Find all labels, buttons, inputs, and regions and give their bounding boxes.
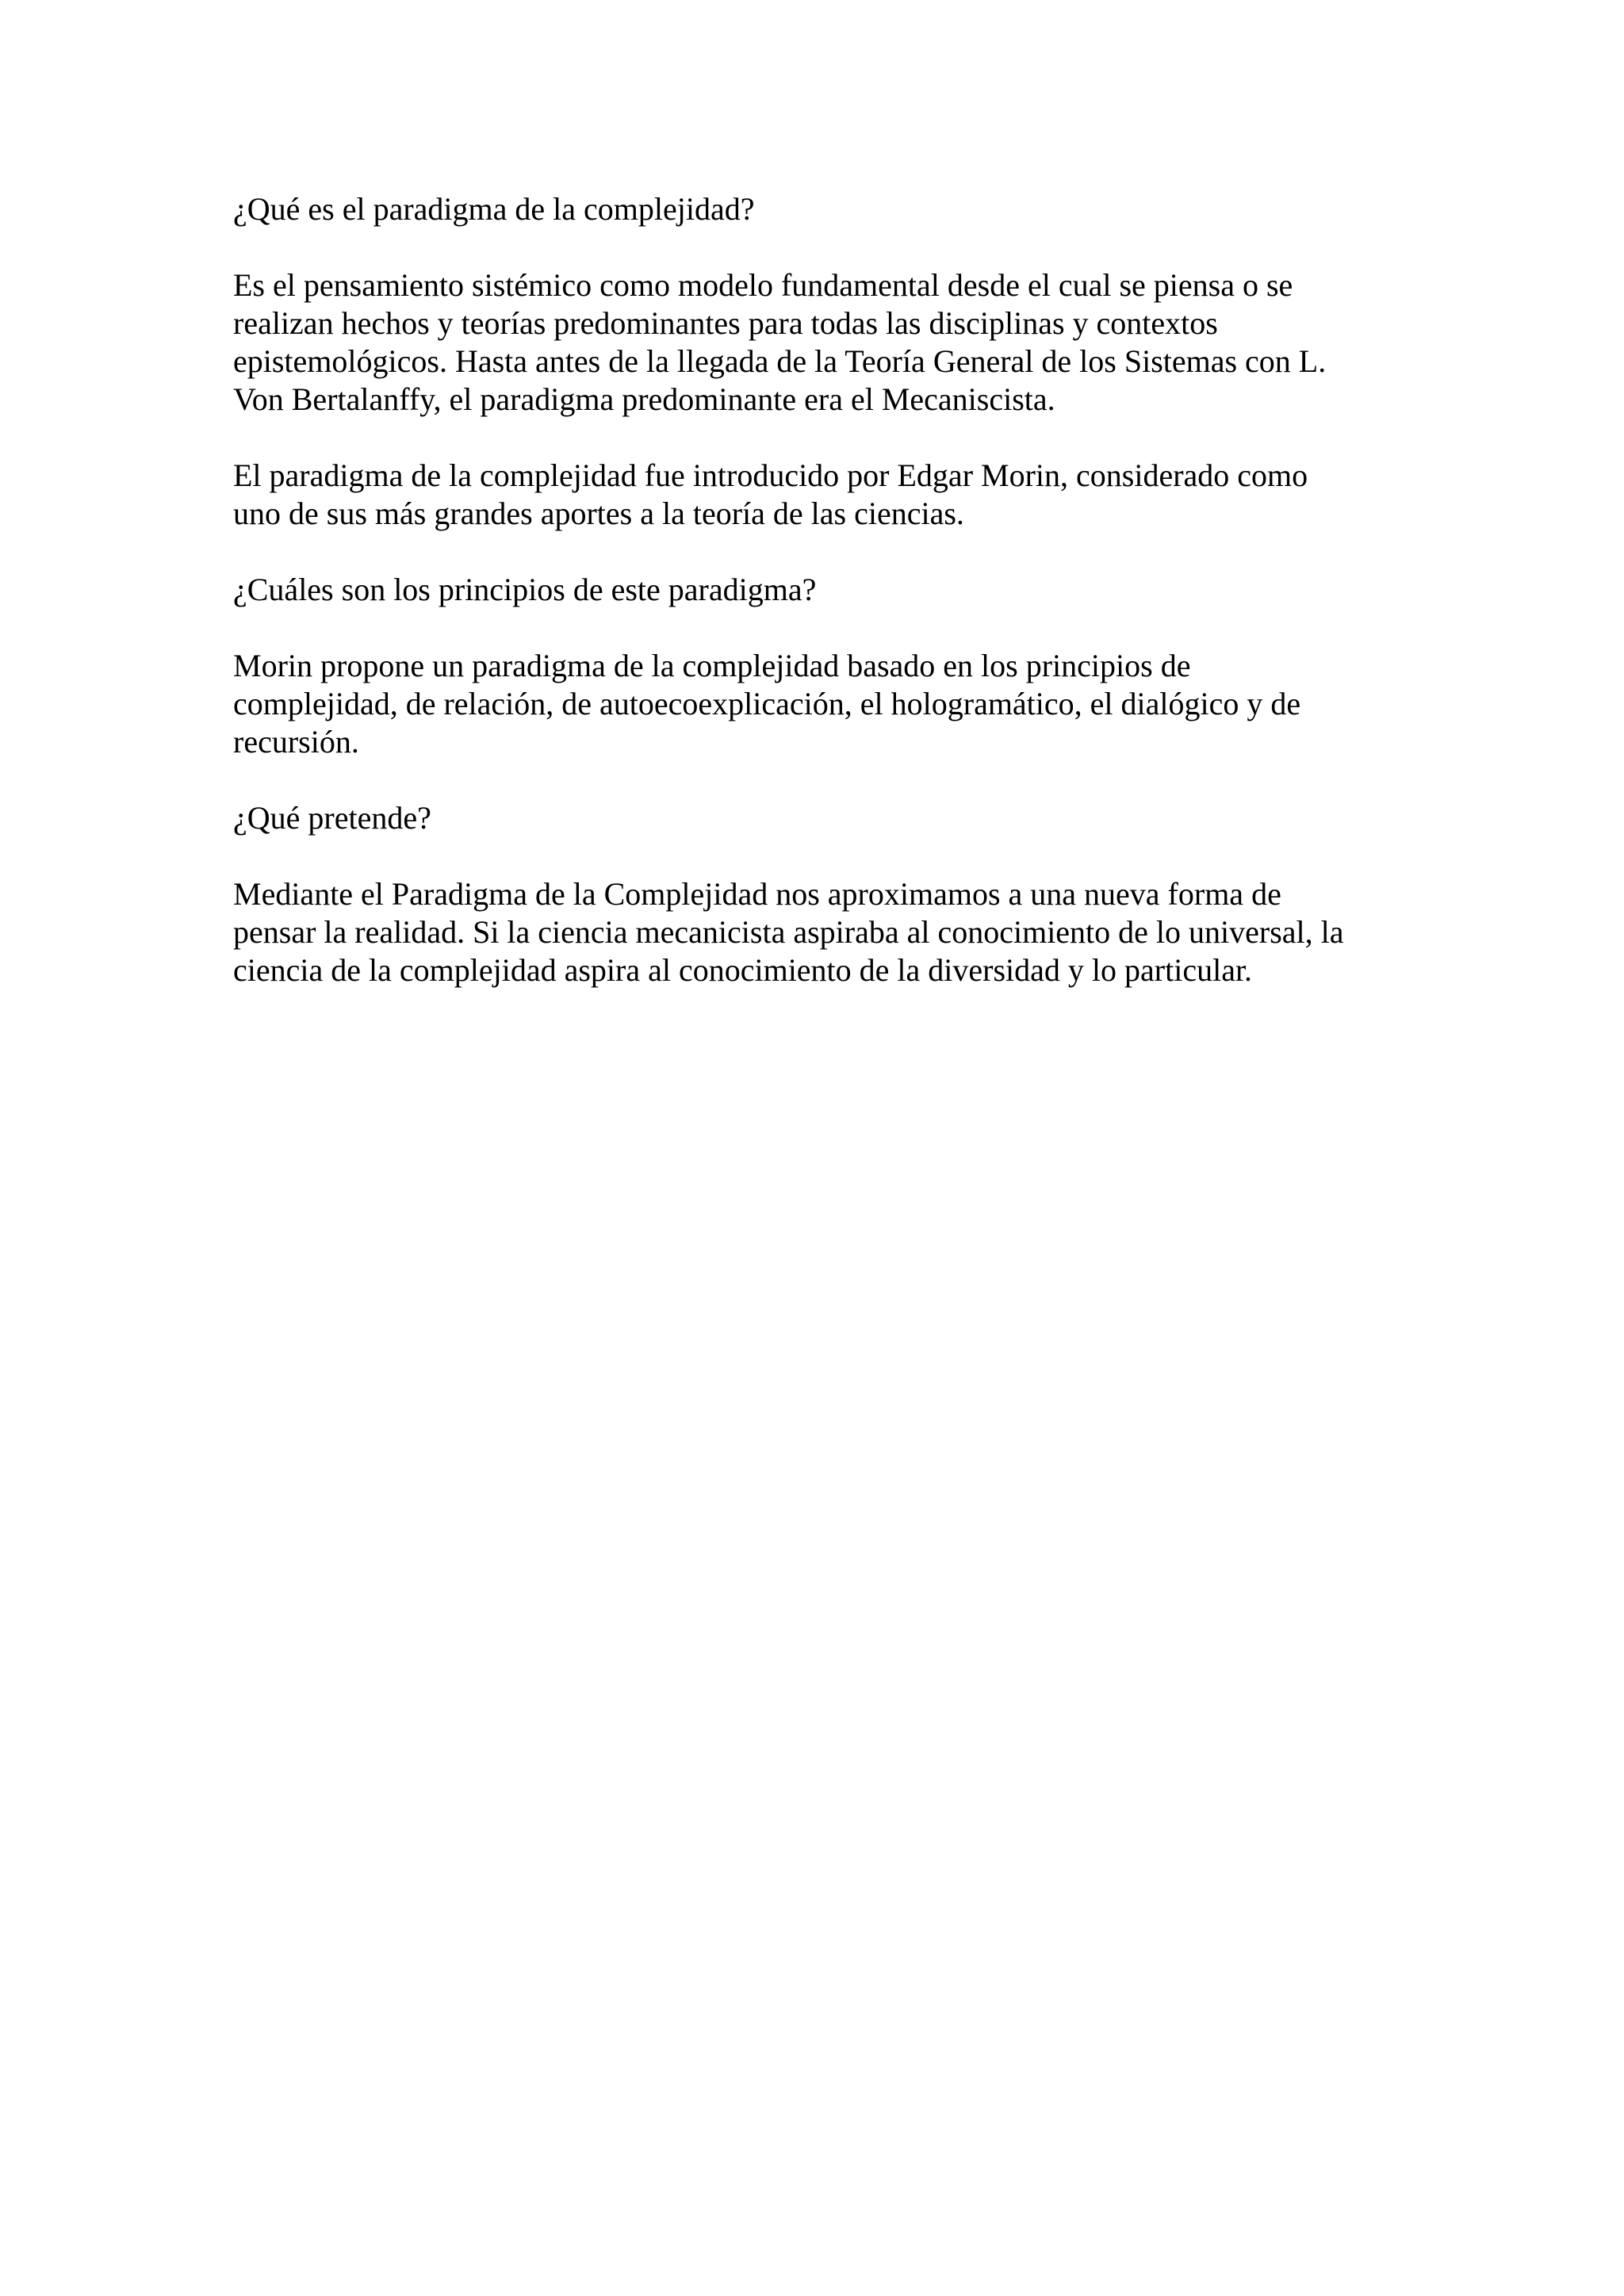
question-heading-3 [233, 799, 1423, 837]
text-line: ¿Qué pretende? [233, 800, 431, 836]
text-line: Es el pensamiento sistémico como modelo fundamental desde el cual se piensa o se [233, 267, 1293, 303]
text-line: complejidad, de relación, de autoecoexplicación, el hologramático, el dialógico y de [233, 686, 1301, 721]
question-heading-2 [233, 571, 1423, 609]
question-heading-1 [233, 190, 1423, 228]
text-line: ciencia de la complejidad aspira al conocimiento de la diversidad y lo particular. [233, 952, 1253, 988]
text-line: pensar la realidad. Si la ciencia mecanicista aspiraba al conocimiento de lo universal, la [233, 914, 1344, 950]
text-line: Mediante el Paradigma de la Complejidad nos aproximamos a una nueva forma de [233, 876, 1281, 912]
text-line: recursión. [233, 724, 359, 760]
paragraph-definition [233, 266, 1423, 419]
text-line: Morin propone un paradigma de la complejidad basado en los principios de [233, 648, 1191, 683]
text-line: epistemológicos. Hasta antes de la llegada de la Teoría General de los Sistemas con L. [233, 343, 1327, 379]
text-line: ¿Cuáles son los principios de este paradigma? [233, 572, 817, 607]
text-line: Von Bertalanffy, el paradigma predominante era el Mecaniscista. [233, 381, 1055, 417]
paragraph-origin [233, 457, 1423, 533]
text-line: uno de sus más grandes aportes a la teoría de las ciencias. [233, 496, 964, 531]
text-line: ¿Qué es el paradigma de la complejidad? [233, 191, 755, 227]
text-line: El paradigma de la complejidad fue introducido por Edgar Morin, considerado como [233, 457, 1308, 493]
paragraph-principles [233, 647, 1423, 761]
document-body [233, 190, 1423, 1027]
paragraph-purpose [233, 875, 1423, 989]
text-line: realizan hechos y teorías predominantes para todas las disciplinas y contextos [233, 305, 1218, 341]
